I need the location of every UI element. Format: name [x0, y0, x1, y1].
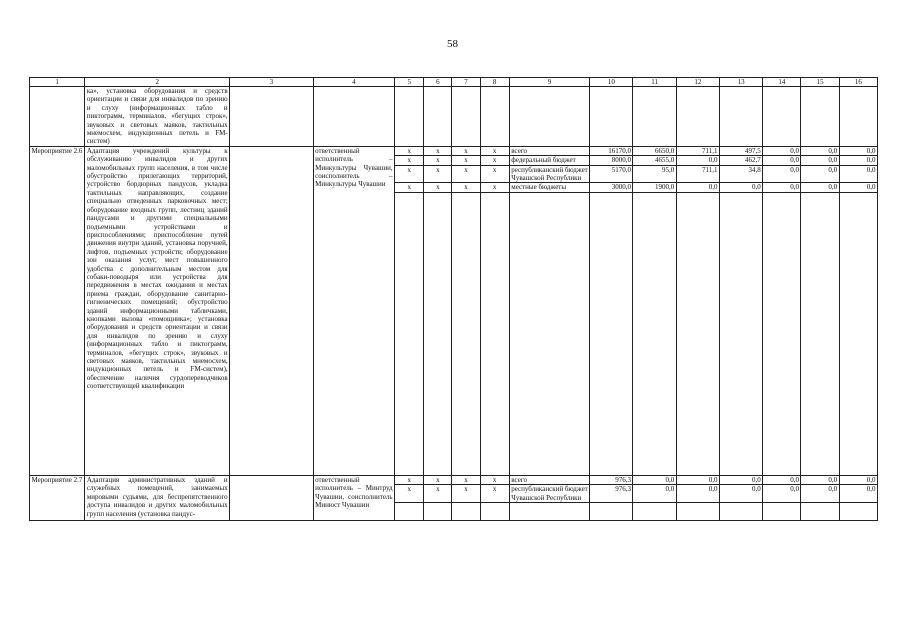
- amount-cell: 0,0: [801, 475, 839, 484]
- amount-cell: 0,0: [763, 146, 801, 155]
- expense-type-code: х: [480, 165, 509, 183]
- funding-source: республиканский бюджет Чувашской Республики: [511, 485, 588, 502]
- amount-cell: 0,0: [676, 475, 719, 484]
- measure-col3: [230, 146, 313, 475]
- amount-cell: 0,0: [801, 485, 839, 503]
- measure-name-cell: [30, 87, 85, 147]
- grbs-code: х: [395, 165, 424, 183]
- grbs-code: х: [395, 475, 424, 484]
- amount-cell: 0,0: [763, 475, 801, 484]
- column-number: 13: [719, 78, 762, 87]
- target-article-code: х: [452, 183, 480, 192]
- grbs-code: х: [395, 485, 424, 503]
- amount-cell: 0,0: [676, 485, 719, 503]
- continuation-row: [30, 87, 878, 147]
- amount-cell: 0,0: [763, 165, 801, 183]
- column-number: 7: [452, 78, 480, 87]
- page-number: 58: [447, 38, 458, 50]
- column-number-row: [30, 78, 878, 87]
- measure-row: [30, 146, 878, 155]
- amount-cell: 0,0: [839, 146, 877, 155]
- column-number: 11: [633, 78, 676, 87]
- amount-cell: 95,0: [633, 165, 676, 183]
- target-article-code: х: [452, 146, 480, 155]
- amount-cell: 0,0: [763, 485, 801, 503]
- target-article-code: х: [452, 165, 480, 183]
- amount-cell: 0,0: [633, 475, 676, 484]
- amount-cell: 0,0: [719, 475, 762, 484]
- amount-cell: 0,0: [633, 485, 676, 503]
- measure-name: Мероприятие 2.6: [30, 146, 85, 475]
- column-number: 15: [801, 78, 839, 87]
- column-number: 9: [509, 78, 589, 87]
- section-code: х: [424, 475, 452, 484]
- amount-cell: 34,8: [719, 165, 762, 183]
- amount-cell: 4655,0: [633, 156, 676, 165]
- column-number: 3: [230, 78, 313, 87]
- amount-cell: 976,3: [590, 475, 633, 484]
- measure-description: Адаптация учреждений культуры к обслуживанию инвалидов и других маломобильных групп населения, в том числе обустройство прилегающих территорий, устройство бордюрных пандусов, укладка тактильных направляющих, создание специально отведенных парковочных мест; оборудование входных групп, лестниц зданий пандусами и другими специальными подъемными устройствами и приспособлениями; приспособление путей движения внутри зданий, установка поручней, лифтов, подъемных устройств; оборудование зон оказания услуг, мест повышенного удобства с дополнительным местом для собаки-поводыря или устройства для передвижения в местах ожидания и местах приема граждан, оборудование санитарно-гигиенических помещений; обустройство зданий информационными табличками, кнопками вызова «помощника»; установка оборудования и средств ориентации и связи для инвалидов по зрению и слуху (информационных табло и пиктограмм, терминалов, «бегущих строк», звуковых и световых маяков, тактильных мнемосхем, индукционных петель и FM-систем), обеспечение наличия сурдопереводчиков соответствующей квалификации: [85, 146, 230, 475]
- amount-cell: 976,3: [590, 485, 633, 503]
- amount-cell: 5170,0: [590, 165, 633, 183]
- amount-cell: 6650,0: [633, 146, 676, 155]
- amount-cell: 0,0: [839, 485, 877, 503]
- column-number: 1: [30, 78, 85, 87]
- amount-cell: 0,0: [801, 183, 839, 192]
- section-code: х: [424, 146, 452, 155]
- column-number: 14: [763, 78, 801, 87]
- funding-source: республиканский бюджет Чувашской Республики: [511, 165, 588, 183]
- column-number: 2: [85, 78, 230, 87]
- funding-source: местные бюджеты: [509, 183, 589, 192]
- amount-cell: 0,0: [801, 165, 839, 183]
- measure-description: Адаптация административных зданий и служебных помещений, занимаемых мировыми судьями, для беспрепятственного доступа инвалидов и других маломобильных групп населения (установка пандус-: [85, 475, 230, 520]
- column-number: 6: [424, 78, 452, 87]
- amount-cell: 0,0: [839, 183, 877, 192]
- column-number: 4: [313, 78, 394, 87]
- column-number: 8: [480, 78, 509, 87]
- amount-cell: 0,0: [801, 156, 839, 165]
- funding-source: федеральный бюджет: [509, 156, 589, 165]
- amount-cell: 16170,0: [590, 146, 633, 155]
- column-number: 16: [839, 78, 877, 87]
- expense-type-code: х: [480, 146, 509, 155]
- amount-cell: 0,0: [676, 183, 719, 192]
- target-article-code: х: [452, 475, 480, 484]
- column-number: 12: [676, 78, 719, 87]
- section-code: х: [424, 156, 452, 165]
- amount-cell: 711,1: [676, 146, 719, 155]
- measure-row: [30, 475, 878, 484]
- amount-cell: 8000,0: [590, 156, 633, 165]
- amount-cell: 0,0: [719, 485, 762, 503]
- amount-cell: 0,0: [719, 183, 762, 192]
- measure-executor: ответственный исполнитель – Минтруд Чувашии, соисполнитель Минюст Чувашии: [313, 475, 394, 520]
- amount-cell: 1900,0: [633, 183, 676, 192]
- amount-cell: 0,0: [839, 475, 877, 484]
- target-article-code: х: [452, 485, 480, 503]
- measure-col3: [230, 475, 313, 520]
- amount-cell: 0,0: [839, 165, 877, 183]
- expense-type-code: х: [480, 183, 509, 192]
- measure-name: Мероприятие 2.7: [30, 475, 85, 520]
- expense-type-code: х: [480, 475, 509, 484]
- amount-cell: 497,5: [719, 146, 762, 155]
- column-number: 10: [590, 78, 633, 87]
- funding-source: всего: [509, 475, 589, 484]
- section-code: х: [424, 183, 452, 192]
- grbs-code: х: [395, 156, 424, 165]
- grbs-code: х: [395, 146, 424, 155]
- amount-cell: 711,1: [676, 165, 719, 183]
- amount-cell: 0,0: [801, 146, 839, 155]
- measure-executor: ответственный исполнитель – Минкультуры Чувашии, соисполнитель – Минкультуры Чувашии: [313, 146, 394, 475]
- expense-type-code: х: [480, 156, 509, 165]
- measure-description: ка», установка оборудования и средств ориентации и связи для инвалидов по зрению и слуху (информационных табло и пиктограмм, терминалов, «бегущих строк», звуковых и световых маяков, тактильных мнемосхем, индукционных петель и FM-систем): [86, 87, 228, 146]
- amount-cell: 0,0: [676, 156, 719, 165]
- amount-cell: 0,0: [763, 156, 801, 165]
- expense-type-code: х: [480, 485, 509, 503]
- funding-source: всего: [509, 146, 589, 155]
- program-measures-table: [29, 77, 878, 521]
- section-code: х: [424, 485, 452, 503]
- amount-cell: 462,7: [719, 156, 762, 165]
- amount-cell: 0,0: [763, 183, 801, 192]
- amount-cell: 3000,0: [590, 183, 633, 192]
- column-number: 5: [395, 78, 424, 87]
- grbs-code: х: [395, 183, 424, 192]
- target-article-code: х: [452, 156, 480, 165]
- section-code: х: [424, 165, 452, 183]
- amount-cell: 0,0: [839, 156, 877, 165]
